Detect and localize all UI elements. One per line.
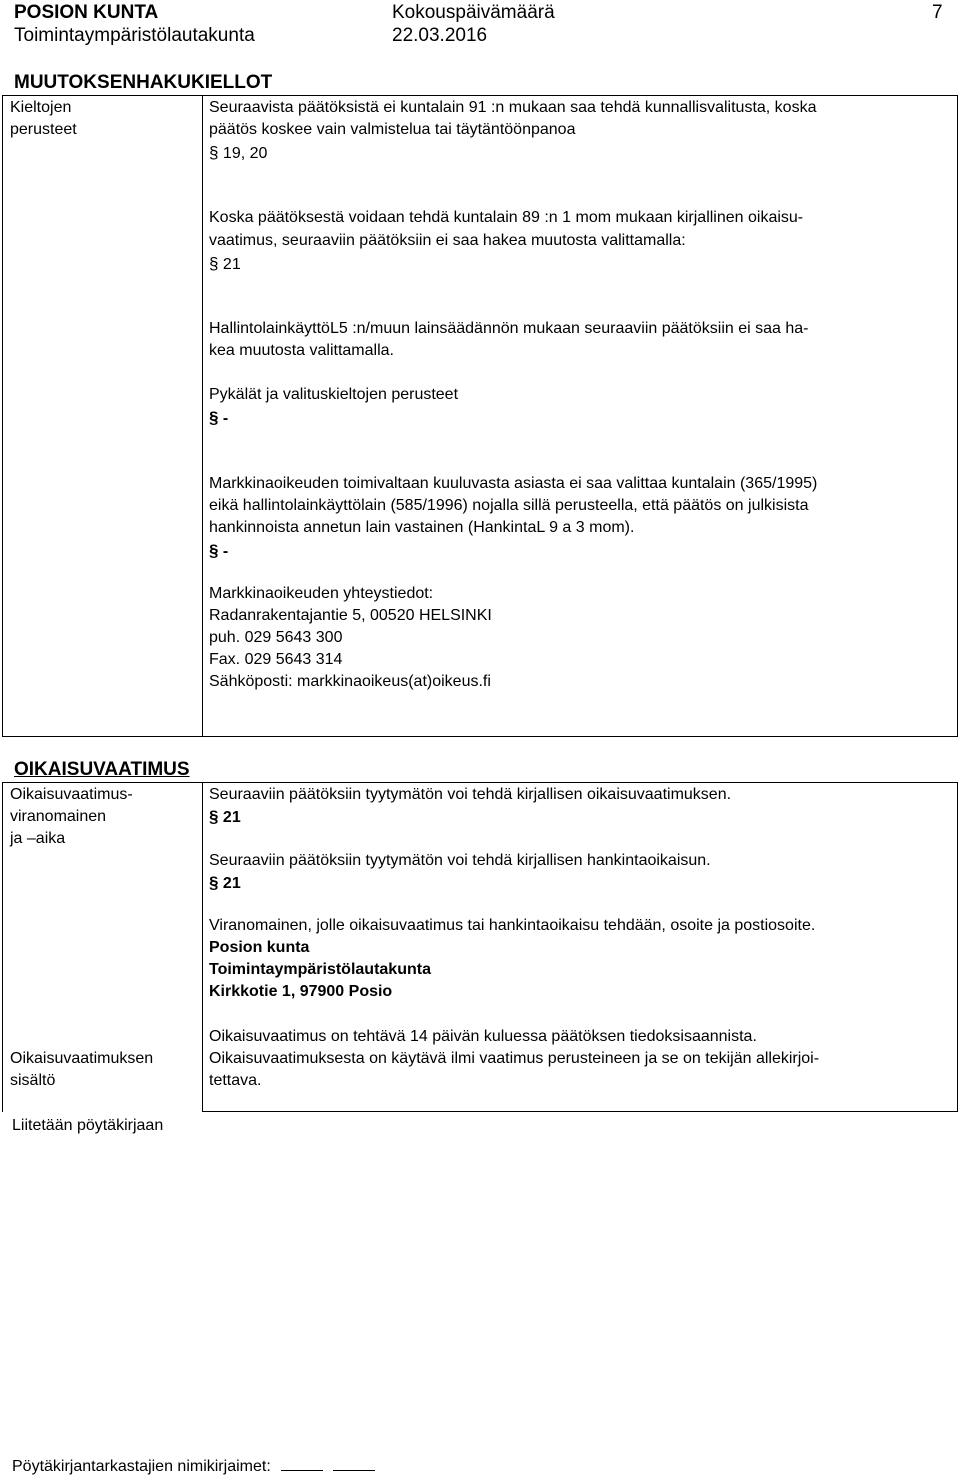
contact-fax: Fax. 029 5643 314 [209,651,343,668]
attach-note: Liitetään pöytäkirjaan [12,1117,164,1134]
section-heading-muutoksenhakukiellot: MUUTOKSENHAKUKIELLOT [14,72,273,93]
table-right-border [957,782,958,1112]
ov-p3-address: Kirkkotie 1, 97900 Posio [209,983,393,1000]
p2-sections [209,253,241,276]
ov-p1-section-numbers: 21 [222,809,241,826]
left-label-sisalto: Oikaisuvaatimuksen [10,1050,154,1067]
org-name: POSION KUNTA [14,2,159,23]
section-sign-icon: § [209,143,219,162]
meeting-date: 22.03.2016 [392,25,488,46]
section-sign-icon: § [209,807,219,826]
ov-p4-line1: Oikaisuvaatimus on tehtävä 14 päivän kuluessa päätöksen tiedoksisaannista. [209,1028,757,1045]
signature-label: Pöytäkirjantarkastajien nimikirjaimet: [12,1458,271,1475]
p5-section-numbers: - [222,543,229,560]
contact-address: Radanrakentajantie 5, 00520 HELSINKI [209,607,492,624]
left-label-sisalto-2: sisältö [10,1072,56,1089]
p2-line2: vaatimus, seuraaviin päätöksiin ei saa hakea muutosta valittamalla: [209,232,686,249]
ov-p2-line1: Seuraaviin päätöksiin tyytymätön voi tehdä kirjallisen hankintaoikaisun. [209,852,711,869]
p5-line2: eikä hallintolainkäyttölain (585/1996) nojalla sillä perusteella, että päätös on julkisista [209,497,809,514]
section-sign-icon: § [209,408,219,427]
table-left-border [2,782,3,1112]
p1-sections [209,142,267,165]
ov-p4-line3: tettava. [209,1072,262,1089]
p1-line1: Seuraavista päätöksistä ei kuntalain 91 :n mukaan saa tehdä kunnallisvalitusta, koska [209,99,817,116]
section-sign-icon: § [209,254,219,273]
meeting-date-label: Kokouspäivämäärä [392,2,555,23]
signature-line [12,1456,375,1478]
p1-section-numbers: 19, 20 [222,145,268,162]
p4-section-numbers: - [222,410,229,427]
section-sign-icon: § [209,541,219,560]
contact-title: Markkinaoikeuden yhteystiedot: [209,585,434,602]
p4-title: Pykälät ja valituskieltojen perusteet [209,386,459,403]
left-label-oikaisuvaatimus: Oikaisuvaatimus- [10,786,133,803]
p1-line2: päätös koskee vain valmistelua tai täytäntöönpanoa [209,121,576,138]
table-top-border [2,782,958,783]
left-label-kieltojen: Kieltojen [10,99,72,116]
left-label-perusteet: perusteet [10,121,77,138]
p3-line1: HallintolainkäyttöL5 :n/muun lainsäädännön mukaan seuraaviin päätöksiin ei saa ha- [209,320,809,337]
p4-sections [209,407,228,430]
p2-section-numbers: 21 [222,256,241,273]
column-divider [202,782,203,1112]
ov-p1-line1: Seuraaviin päätöksiin tyytymätön voi tehdä kirjallisen oikaisuvaatimuksen. [209,786,732,803]
ov-p2-sections [209,872,241,895]
p3-line2: kea muutosta valittamalla. [209,342,394,359]
section-heading-oikaisuvaatimus: OIKAISUVAATIMUS [14,759,190,780]
table-bottom-border [202,1111,958,1112]
ov-p4-line2: Oikaisuvaatimuksesta on käytävä ilmi vaatimus perusteineen ja se on tekijän allekirjoi- [209,1050,820,1067]
column-divider [202,95,203,737]
appeal-prohibitions-table [2,95,958,737]
left-label-aika: ja –aika [10,830,66,847]
ov-p3-board: Toimintaympäristölautakunta [209,961,431,978]
ov-p2-section-numbers: 21 [222,875,241,892]
left-label-viranomainen: viranomainen [10,808,107,825]
ov-p1-sections [209,806,241,829]
board-name: Toimintaympäristölautakunta [14,25,255,46]
section-sign-icon: § [209,873,219,892]
p5-sections [209,540,228,563]
page-number: 7 [932,2,943,23]
p2-line1: Koska päätöksestä voidaan tehdä kuntalain 89 :n 1 mom mukaan kirjallinen oikaisu- [209,209,804,226]
ov-p3-org: Posion kunta [209,939,310,956]
contact-phone: puh. 029 5643 300 [209,629,343,646]
signature-blank-2 [333,1456,375,1471]
signature-blank-1 [281,1456,323,1471]
p5-line1: Markkinaoikeuden toimivaltaan kuuluvasta asiasta ei saa valittaa kuntalain (365/1995) [209,475,818,492]
contact-email: Sähköposti: markkinaoikeus(at)oikeus.fi [209,673,491,690]
p5-line3: hankinnoista annetun lain vastainen (HankintaL 9 a 3 mom). [209,519,635,536]
ov-p3-line1: Viranomainen, jolle oikaisuvaatimus tai hankintaoikaisu tehdään, osoite ja postiosoite. [209,917,816,934]
